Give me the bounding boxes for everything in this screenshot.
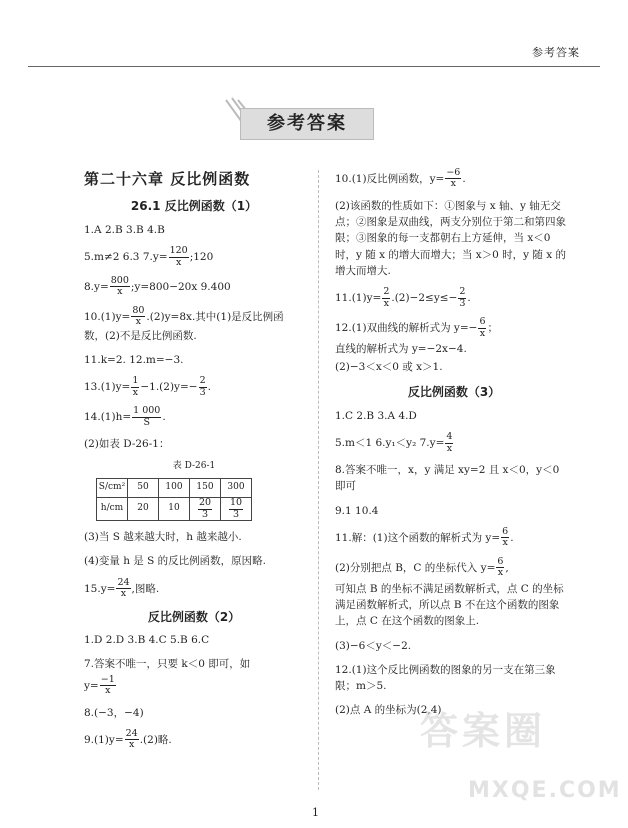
table-cell	[221, 498, 252, 521]
answer-line: (2)该函数的性质如下：①图象与 x 轴、y 轴无交点；②图象是双曲线，两支分别位于第二和第四象限；③图象的每一支都朝右上方延伸，当 x＜0 时，y 随 x 的增大而增大；当 x＞0 时，y 随 x 的增大而增大.	[335, 199, 567, 277]
fraction: $\frac{24}{x}$	[117, 576, 130, 600]
left-column	[84, 168, 304, 759]
watermark-logo: 答案圈	[420, 709, 547, 753]
fraction: $\frac{120}{x}$	[169, 245, 188, 268]
fraction: $\frac{10}{3}$	[229, 497, 243, 520]
table-cell: 300	[221, 479, 252, 498]
table-cell: S/cm²	[97, 479, 128, 498]
section-heading-1: 26.1 反比例函数（1）	[130, 199, 258, 214]
right-column	[335, 168, 573, 727]
answer-line: 5.m＜1 6.y₁＜y₂ 7.y= $\frac{4}{x}$	[335, 431, 453, 454]
table-cell	[190, 498, 221, 521]
fraction: $\frac{24}{x}$	[125, 727, 138, 751]
answer-line: 13.(1)y= $\frac{1}{x}$ −1.(2)y=− $\frac{2}{3}$ .	[84, 375, 211, 398]
fraction: $\frac{2}{3}$	[459, 286, 466, 309]
header-rule	[28, 66, 600, 67]
fraction: $\frac{1}{x}$	[132, 375, 139, 398]
answer-line: 11.(1)y= $\frac{2}{x}$ .(2)−2≤y≤− $\frac{2}{3}$ .	[335, 286, 471, 309]
watermark-url: MXQE.COM	[468, 778, 622, 803]
header-label: 参考答案	[532, 46, 580, 59]
answer-line: 10.(1)y= $\frac{80}{x}$ .(2)y=8x.其中(1)是反比例函数，(2)不是反比例函数.	[84, 304, 284, 342]
answer-line: 可知点 B 的坐标不满足函数解析式，点 C 的坐标满足函数解析式，所以点 B 不在这个函数的图象上，点 C 在这个函数的图象上.	[335, 582, 564, 628]
answer-line: 1.C 2.B 3.A 4.D	[335, 410, 417, 423]
answer-line: 8.答案不唯一，x，y 满足 xy=2 且 x＜0，y＜0 即可	[335, 464, 560, 493]
fraction: $\frac{2}{x}$	[383, 286, 390, 309]
answer-line: (3)−6＜y＜−2.	[335, 639, 412, 652]
fraction: $\frac{20}{3}$	[198, 497, 212, 520]
page-number: 1	[312, 806, 319, 819]
answer-line: (3)当 S 越来越大时，h 越来越小.	[84, 531, 242, 544]
answer-line: 12.(1)双曲线的解析式为 y=− $\frac{6}{x}$ ；	[335, 316, 498, 339]
answer-line: 9.1 10.4	[335, 504, 379, 517]
answer-line: 14.(1)h= $\frac{1 000}{S}$ .	[84, 405, 166, 428]
answer-line: 15.y= $\frac{24}{x}$ ,图略.	[84, 576, 160, 600]
answer-line: (2)如表 D-26-1：	[84, 438, 170, 451]
fraction: $\frac{80}{x}$	[132, 304, 145, 328]
answer-line: 9.(1)y= $\frac{24}{x}$ .(2)略.	[84, 727, 172, 751]
table-row	[97, 479, 252, 498]
fraction: $\frac{-6}{x}$	[446, 167, 461, 190]
page-title: 参考答案	[240, 108, 374, 140]
answer-line: 11.解：(1)这个函数的解析式为 y= $\frac{6}{x}$ .	[335, 526, 514, 549]
data-table	[96, 478, 252, 521]
title-banner	[222, 96, 382, 142]
answer-line: 7.答案不唯一，只要 k＜0 即可，如	[84, 658, 251, 671]
answer-line: 1.A 2.B 3.B 4.B	[84, 223, 165, 236]
answer-line: 5.m≠2 6.3 7.y= $\frac{120}{x}$ ;120	[84, 245, 214, 268]
section-heading-3: 反比例函数（3）	[407, 385, 501, 400]
answer-line: (2)−3＜x＜0 或 x＞1.	[335, 361, 443, 374]
fraction: $\frac{6}{x}$	[497, 555, 504, 579]
fraction: $\frac{4}{x}$	[446, 431, 453, 454]
fraction: $\frac{2}{3}$	[199, 375, 206, 398]
answer-line: 直线的解析式为 y=−2x−4.	[335, 342, 467, 355]
table-cell: 10	[159, 498, 190, 521]
answer-line: 12.(1)这个反比例函数的图象的另一支在第三象限；m＞5.	[335, 663, 556, 693]
answer-line: 8.y= $\frac{800}{x}$ ;y=800−20x 9.400	[84, 274, 231, 298]
column-divider	[318, 170, 319, 790]
answer-line: y= $\frac{-1}{x}$	[84, 673, 115, 697]
answer-line: (2)点 A 的坐标为(2,4)	[335, 704, 442, 717]
answer-line: 1.D 2.D 3.B 4.C 5.B 6.C	[84, 634, 210, 647]
answer-line: (2)分别把点 B，C 的坐标代入 y= $\frac{6}{x}$ ,	[335, 555, 509, 579]
table-cell: 150	[190, 479, 221, 498]
answer-line: 11.k=2. 12.m=−3.	[84, 354, 184, 366]
fraction: $\frac{6}{x}$	[479, 316, 486, 339]
fraction: $\frac{1 000}{S}$	[133, 405, 161, 428]
chapter-heading: 第二十六章 反比例函数	[84, 170, 251, 188]
table-row	[97, 498, 252, 521]
table-cell: 20	[128, 498, 159, 521]
table-cell: h/cm	[97, 498, 128, 521]
table-cell: 100	[159, 479, 190, 498]
fraction: $\frac{800}{x}$	[110, 274, 129, 298]
fraction: $\frac{6}{x}$	[502, 526, 509, 549]
fraction: $\frac{-1}{x}$	[100, 673, 115, 697]
table-caption: 表 D-26-1	[172, 461, 216, 472]
answer-line: 8.(−3，−4)	[84, 706, 144, 719]
table-cell: 50	[128, 479, 159, 498]
answer-line: (4)变量 h 是 S 的反比例函数，原因略.	[84, 555, 267, 568]
answer-line: 10.(1)反比例函数，y= $\frac{-6}{x}$ .	[335, 167, 466, 190]
section-heading-2: 反比例函数（2）	[147, 609, 241, 624]
